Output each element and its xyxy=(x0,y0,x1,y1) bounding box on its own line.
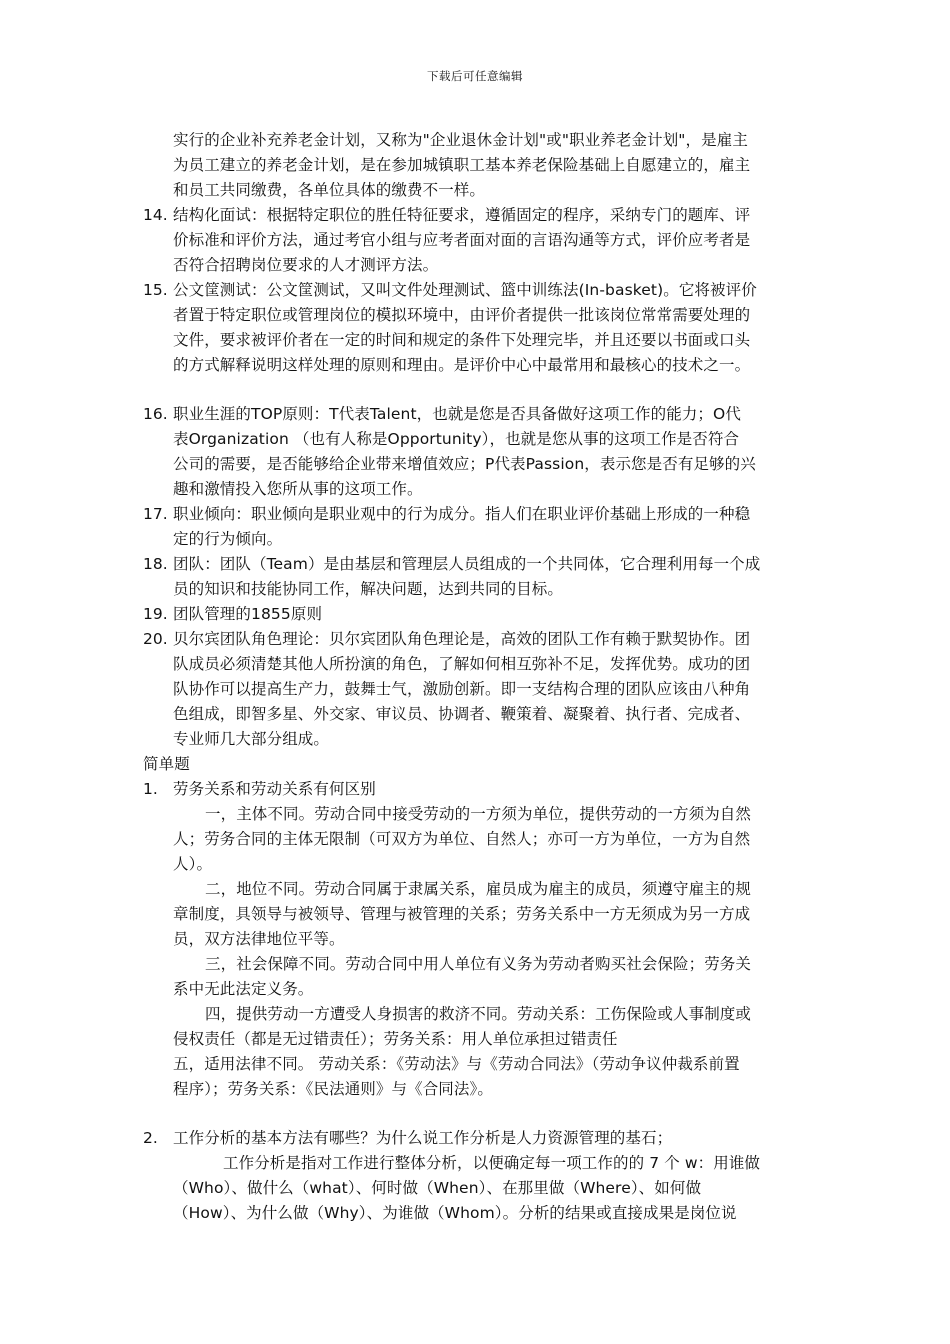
text-line: （How）、为什么做（Why）、为谁做（Whom）。分析的结果或直接成果是岗位说 xyxy=(173,1204,737,1222)
text-line: 队成员必须清楚其他人所扮演的角色，了解如何相互弥补不足，发挥优势。成功的团 xyxy=(173,655,751,673)
text-line: 职业倾向：职业倾向是职业观中的行为成分。指人们在职业评价基础上形成的一种稳 xyxy=(173,505,751,523)
list-number: 19. xyxy=(143,605,168,623)
text-line: 否符合招聘岗位要求的人才测评方法。 xyxy=(173,256,439,274)
text-line: 表Organization （也有人称是Opportunity），也就是您从事的这项工作是否符合 xyxy=(173,430,740,448)
text-line: 侵权责任（都是无过错责任）；劳务关系：用人单位承担过错责任 xyxy=(173,1030,618,1048)
text-line: 专业师几大部分组成。 xyxy=(173,730,330,748)
list-number: 17. xyxy=(143,505,168,523)
text-line: 公司的需要，是否能够给企业带来增值效应；P代表Passion，表示您是否有足够的兴 xyxy=(173,455,756,473)
text-line: 公文筐测试：公文筐测试，又叫文件处理测试、篮中训练法(In-basket)。它将被评价 xyxy=(173,281,757,299)
list-number: 16. xyxy=(143,405,168,423)
text-line: 色组成，即智多星、外交家、审议员、协调者、鞭策着、凝聚着、执行者、完成者、 xyxy=(173,705,751,723)
list-number: 18. xyxy=(143,555,168,573)
text-line: 者置于特定职位或管理岗位的模拟环境中，由评价者提供一批该岗位常常需要处理的 xyxy=(173,306,751,324)
list-number: 2. xyxy=(143,1129,158,1147)
list-number: 20. xyxy=(143,630,168,648)
text-line: 五，适用法律不同。 劳动关系：《劳动法》与《劳动合同法》（劳动争议仲裁系前置 xyxy=(173,1055,740,1073)
text-line: 贝尔宾团队角色理论：贝尔宾团队角色理论是，高效的团队工作有赖于默契协作。团 xyxy=(173,630,751,648)
text-line: 二，地位不同。劳动合同属于隶属关系，雇员成为雇主的成员，须遵守雇主的规 xyxy=(205,880,752,898)
text-line: 系中无此法定义务。 xyxy=(173,980,314,998)
text-line: 文件，要求被评价者在一定的时间和规定的条件下处理完毕，并且还要以书面或口头 xyxy=(173,331,751,349)
text-line: 章制度，具领导与被领导、管理与被管理的关系；劳务关系中一方无须成为另一方成 xyxy=(173,905,751,923)
text-line: 职业生涯的TOP原则：T代表Talent，也就是您是否具备做好这项工作的能力；O代 xyxy=(173,405,741,423)
text-line: 定的行为倾向。 xyxy=(173,530,283,548)
text-line: 四，提供劳动一方遭受人身损害的救济不同。劳动关系：工伤保险或人事制度或 xyxy=(205,1005,752,1023)
list-number: 1. xyxy=(143,780,158,798)
text-line: 实行的企业补充养老金计划，又称为"企业退休金计划"或"职业养老金计划"，是雇主 xyxy=(173,131,748,149)
text-line: 为员工建立的养老金计划，是在参加城镇职工基本养老保险基础上自愿建立的，雇主 xyxy=(173,156,751,174)
text-line: 员，双方法律地位平等。 xyxy=(173,930,345,948)
text-line: 工作分析是指对工作进行整体分析，以便确定每一项工作的的 7 个 w：用谁做 xyxy=(223,1154,761,1172)
text-line: 程序）；劳务关系：《民法通则》与《合同法》。 xyxy=(173,1080,493,1098)
text-line: 一，主体不同。劳动合同中接受劳动的一方须为单位，提供劳动的一方须为自然 xyxy=(205,805,752,823)
text-line: 员的知识和技能协同工作，解决问题，达到共同的目标。 xyxy=(173,580,564,598)
text-line: 价标准和评价方法，通过考官小组与应考者面对面的言语沟通等方式，评价应考者是 xyxy=(173,231,751,249)
text-line: 劳务关系和劳动关系有何区别 xyxy=(173,780,376,798)
text-line: 简单题 xyxy=(143,755,190,773)
list-number: 15. xyxy=(143,281,168,299)
page-header: 下载后可任意编辑 xyxy=(427,69,523,83)
list-number: 14. xyxy=(143,206,168,224)
text-line: 三，社会保障不同。劳动合同中用人单位有义务为劳动者购买社会保险；劳务关 xyxy=(205,955,752,973)
text-line: 队协作可以提高生产力，鼓舞士气，激励创新。即一支结构合理的团队应该由八种角 xyxy=(173,680,751,698)
text-line: 团队管理的1855原则 xyxy=(173,605,323,623)
text-line: 人；劳务合同的主体无限制（可双方为单位、自然人；亦可一方为单位，一方为自然 xyxy=(173,830,751,848)
text-line: （Who）、做什么（what）、何时做（When）、在那里做（Where）、如何做 xyxy=(173,1179,702,1197)
text-line: 工作分析的基本方法有哪些？为什么说工作分析是人力资源管理的基石； xyxy=(173,1129,673,1147)
text-line: 团队：团队（Team）是由基层和管理层人员组成的一个共同体，它合理利用每一个成 xyxy=(173,555,761,573)
text-line: 的方式解释说明这样处理的原则和理由。是评价中心中最常用和最核心的技术之一。 xyxy=(173,356,751,374)
text-line: 人）。 xyxy=(173,855,213,873)
text-line: 结构化面试：根据特定职位的胜任特征要求，遵循固定的程序，采纳专门的题库、评 xyxy=(173,206,751,224)
text-line: 和员工共同缴费，各单位具体的缴费不一样。 xyxy=(173,181,486,199)
text-line: 趣和激情投入您所从事的这项工作。 xyxy=(173,480,423,498)
